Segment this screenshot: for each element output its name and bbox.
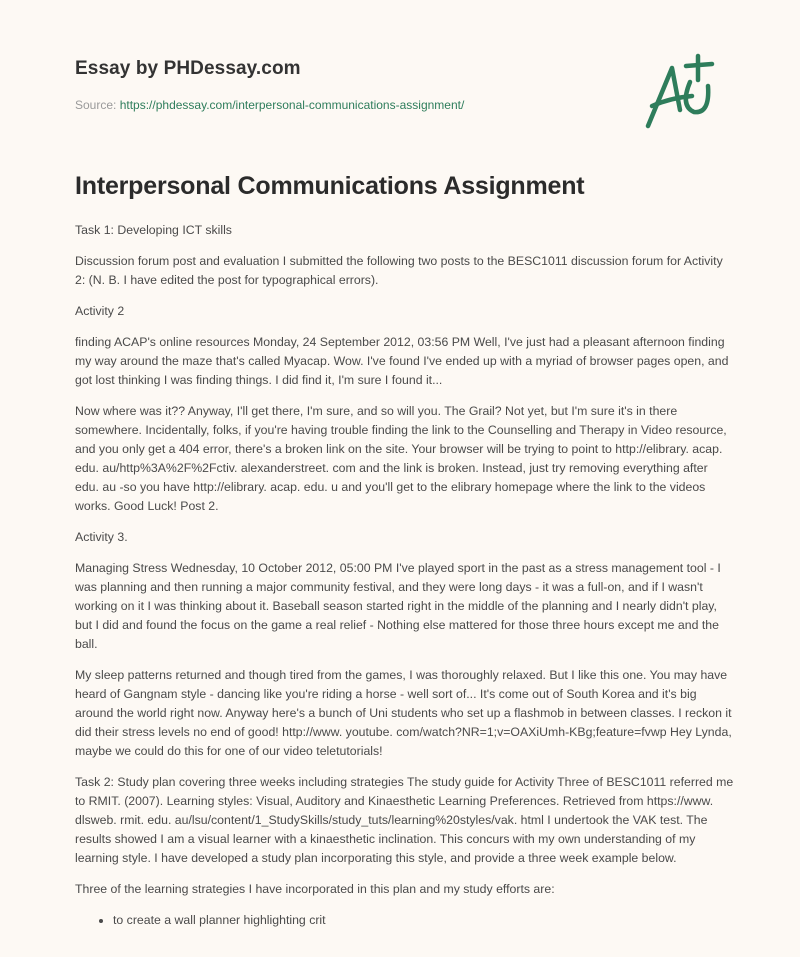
strategies-list	[75, 911, 735, 930]
paragraph-discussion-intro: Discussion forum post and evaluation I submitted the following two posts to the BESC1011 discussion forum for Activity 2: (N. B. I have edited the post for typographical errors).	[75, 254, 723, 287]
source-line	[75, 98, 635, 112]
paragraph-post2-part1: Managing Stress Wednesday, 10 October 2012, 05:00 PM I've played sport in the past as a stress management tool - I was planning and then running a major community festival, and they were long days - it was a full-on, and if I wasn't working on it I was thinking about it. Baseball season started right in the middle of the planning and I nearly didn't play, but I did and found the focus on the game a real relief - Nothing else mattered for those three hours except me and the ball.	[75, 561, 721, 651]
paragraph-post2-part2: My sleep patterns returned and though tired from the games, I was thoroughly relaxed. But I like this one. You may have heard of Gangnam style - dancing like you're riding a horse - well sort of... It's come out of South Korea and it's big around the world right now. Anyway here's a bunch of Uni students who set up a flashmob in between classes. I reckon it did their stress levels no end of good! http://www. youtube. com/watch?NR=1;v=OAXiUmh-KBg;feature=fvwp Hey Lynda, maybe we could do this for one of our video teletutorials!	[75, 668, 732, 758]
paragraph-task1-heading: Task 1: Developing ICT skills	[75, 223, 232, 237]
list-item: • to create a wall planner highlighting crit	[113, 911, 735, 930]
essay-header	[75, 58, 635, 112]
page-title: Interpersonal Communications Assignment	[75, 172, 585, 200]
paragraph-strategies-intro: Three of the learning strategies I have incorporated in this plan and my study efforts are:	[75, 882, 555, 896]
paragraph-task2: Task 2: Study plan covering three weeks including strategies The study guide for Activity Three of BESC1011 referred me to RMIT. (2007). Learning styles: Visual, Auditory and Kinaesthetic Learning Preferences. Retrieved from https://www. dlsweb. rmit. edu. au/lsu/content/1_StudySkills/study_tuts/learning%20styles/vak. html I undertook the VAK test. The results showed I am a visual learner with a kinaesthetic inclination. This concurs with my own understanding of my learning style. I have developed a study plan incorporating this style, and provide a three week example below.	[75, 775, 734, 865]
paragraph-post1-part1: finding ACAP's online resources Monday, 24 September 2012, 03:56 PM Well, I've just had a pleasant afternoon finding my way around the maze that's called Myacap. Wow. I've found I've ended up with a myriad of browser pages open, and got lost thinking I was finding things. I did find it, I'm sure I found it...	[75, 335, 729, 387]
site-title: Essay by PHDessay.com	[75, 58, 301, 79]
source-link[interactable]: https://phdessay.com/interpersonal-communications-assignment/	[119, 98, 465, 112]
paragraph-post1-part2: Now where was it?? Anyway, I'll get there, I'm sure, and so will you. The Grail? Not yet, but I'm sure it's in there somewhere. Incidentally, folks, if you're having trouble finding the link to the Counselling and Therapy in Video resource, and you only get a 404 error, there's a broken link on the site. Your browser will be trying to point to http://elibrary. acap. edu. au/http%3A%2F%2Fctiv. alexanderstreet. com and the link is broken. Instead, just try removing everything after edu. au -so you have http://elibrary. acap. edu. u and you'll get to the elibrary homepage where the link to the videos works. Good Luck! Post 2.	[75, 404, 727, 513]
source-label: Source:	[75, 98, 120, 112]
essay-body	[75, 172, 735, 930]
a-plus-grade-icon	[640, 44, 730, 134]
paragraph-activity2-heading: Activity 2	[75, 304, 125, 318]
paragraph-activity3-heading: Activity 3.	[75, 530, 128, 544]
